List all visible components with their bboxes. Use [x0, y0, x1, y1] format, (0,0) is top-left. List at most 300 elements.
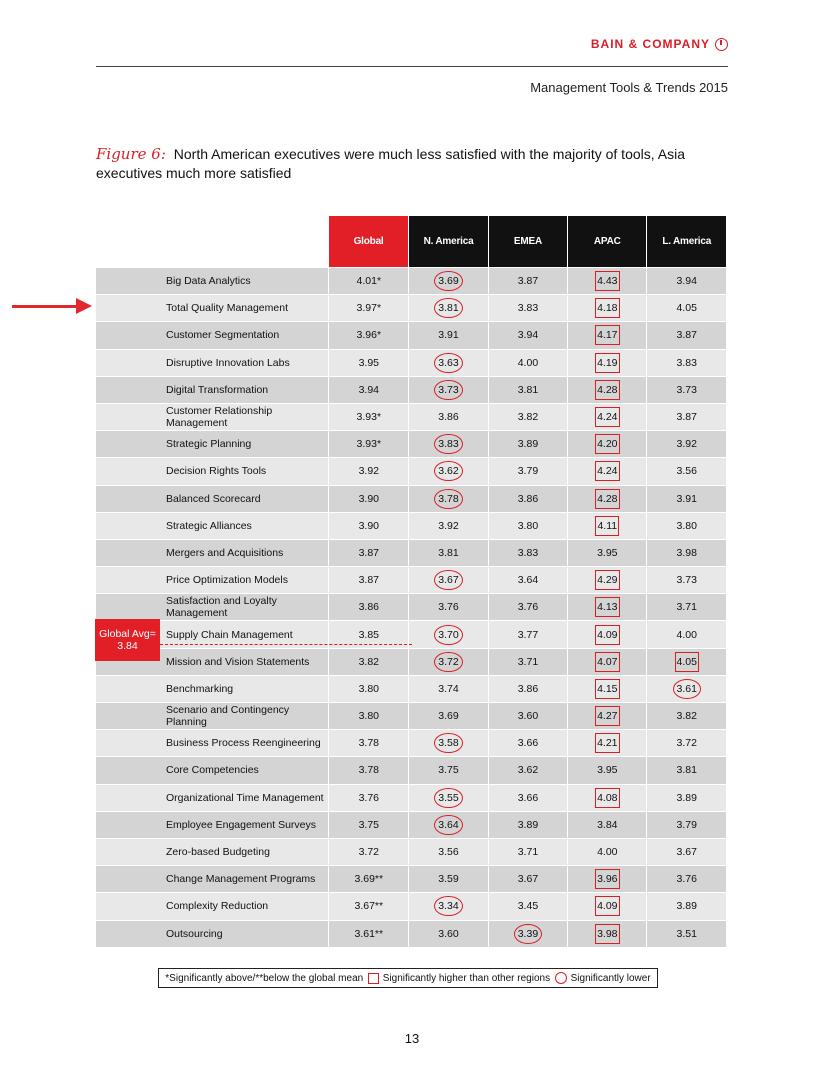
- value-cell: [568, 675, 647, 702]
- value: 3.85: [358, 628, 380, 641]
- value: 3.98: [676, 546, 697, 559]
- value: 3.82: [358, 655, 380, 668]
- value-cell: [329, 485, 409, 512]
- value-cell: [488, 512, 567, 539]
- value: 3.66: [517, 791, 539, 804]
- value-cell: [568, 431, 647, 458]
- table-row: [96, 539, 726, 566]
- value-cell: [647, 811, 726, 838]
- value-cell: [568, 403, 647, 430]
- significantly-higher-value: 4.27: [595, 706, 619, 726]
- value-cell: [329, 675, 409, 702]
- value: 3.74: [438, 682, 459, 695]
- significantly-higher-value: 4.28: [595, 489, 619, 509]
- value: 4.00: [676, 628, 697, 641]
- value-cell: [409, 539, 488, 566]
- value: 3.69: [438, 710, 459, 723]
- value-cell: [568, 322, 647, 349]
- tool-name: Big Data Analytics: [96, 268, 329, 295]
- value-cell: [488, 485, 567, 512]
- significantly-higher-value: 4.24: [595, 461, 619, 481]
- value-cell: [647, 512, 726, 539]
- brand-logo: [591, 37, 728, 51]
- col-header-apac: APAC: [568, 216, 647, 268]
- value-cell: [647, 322, 726, 349]
- value-cell: [409, 703, 488, 730]
- value-cell: [647, 648, 726, 675]
- significantly-higher-value: 4.15: [595, 679, 619, 699]
- value-cell: [647, 539, 726, 566]
- value: 3.92: [438, 519, 459, 532]
- value: 3.80: [517, 519, 539, 532]
- value: 3.96*: [356, 329, 382, 342]
- value: 3.86: [517, 682, 539, 695]
- value-cell: [647, 268, 726, 295]
- value-cell: [647, 295, 726, 322]
- value: 3.94: [358, 383, 380, 396]
- value-cell: [488, 621, 567, 648]
- tool-name: Price Optimization Models: [96, 567, 329, 594]
- value-cell: [409, 648, 488, 675]
- value: 3.93*: [356, 438, 382, 451]
- value: 3.92: [358, 465, 380, 478]
- value: 3.75: [358, 818, 380, 831]
- value: 3.80: [358, 710, 380, 723]
- value-cell: [568, 567, 647, 594]
- tool-name: Organizational Time Management: [96, 784, 329, 811]
- value: 3.83: [517, 302, 539, 315]
- significantly-lower-value: 3.67: [434, 570, 462, 590]
- table-row: [96, 431, 726, 458]
- value-cell: [488, 539, 567, 566]
- legend-lower: [555, 972, 651, 984]
- value-cell: [647, 675, 726, 702]
- value-cell: [488, 403, 567, 430]
- value-cell: [409, 512, 488, 539]
- value-cell: [488, 295, 567, 322]
- significantly-higher-value: 4.28: [595, 380, 619, 400]
- value: 3.92: [676, 438, 697, 451]
- tool-name: Change Management Programs: [96, 866, 329, 893]
- global-avg-line: [160, 644, 412, 645]
- value-cell: [329, 458, 409, 485]
- value-cell: [488, 703, 567, 730]
- value: 3.67: [517, 873, 539, 886]
- value-cell: [409, 811, 488, 838]
- value-cell: [409, 458, 488, 485]
- value-cell: [409, 295, 488, 322]
- value-cell: [647, 920, 726, 947]
- value-cell: [409, 920, 488, 947]
- value-cell: [488, 431, 567, 458]
- tool-name: Digital Transformation: [96, 376, 329, 403]
- value-cell: [568, 730, 647, 757]
- value: 3.59: [438, 873, 459, 886]
- significantly-lower-value: 3.72: [434, 652, 462, 672]
- figure-label: Figure 6:: [96, 145, 166, 163]
- value-cell: [647, 757, 726, 784]
- value: 3.78: [358, 737, 380, 750]
- col-header-l-america: L. America: [647, 216, 726, 268]
- value-cell: [647, 376, 726, 403]
- col-header-emea: EMEA: [488, 216, 567, 268]
- value-cell: [568, 920, 647, 947]
- value: 3.77: [517, 628, 539, 641]
- value-cell: [647, 458, 726, 485]
- value-cell: [329, 838, 409, 865]
- value: 3.62: [517, 764, 539, 777]
- figure-caption-text: North American executives were much less satisfied with the majority of tools, Asia executives much more satisfied: [96, 146, 685, 181]
- value-cell: [329, 567, 409, 594]
- table-header-row: [96, 216, 726, 268]
- significantly-higher-value: 4.18: [595, 298, 619, 318]
- tool-name: Business Process Reengineering: [96, 730, 329, 757]
- table-row: [96, 811, 726, 838]
- value-cell: [488, 838, 567, 865]
- tool-name: Total Quality Management: [96, 295, 329, 322]
- value-cell: [409, 376, 488, 403]
- value-cell: [568, 757, 647, 784]
- significantly-higher-value: 4.08: [595, 788, 619, 808]
- tool-name: Customer Segmentation: [96, 322, 329, 349]
- value-cell: [329, 784, 409, 811]
- value-cell: [568, 866, 647, 893]
- value-cell: [488, 567, 567, 594]
- value: 3.51: [676, 927, 697, 940]
- value-cell: [647, 349, 726, 376]
- value-cell: [568, 811, 647, 838]
- significantly-lower-value: 3.83: [434, 434, 462, 454]
- table-row: [96, 866, 726, 893]
- value-cell: [488, 866, 567, 893]
- value-cell: [568, 648, 647, 675]
- value-cell: [488, 458, 567, 485]
- value: 4.05: [676, 302, 697, 315]
- tool-name: Strategic Alliances: [96, 512, 329, 539]
- tool-name: Zero-based Budgeting: [96, 838, 329, 865]
- value-cell: [647, 838, 726, 865]
- value: 3.75: [438, 764, 459, 777]
- value: 3.56: [676, 465, 697, 478]
- value: 3.61**: [354, 927, 384, 940]
- value-cell: [568, 268, 647, 295]
- significantly-lower-value: 3.34: [434, 896, 462, 916]
- legend-higher-text: Significantly higher than other regions: [382, 972, 551, 984]
- significantly-higher-value: 4.20: [595, 434, 619, 454]
- value: 3.83: [676, 356, 697, 369]
- value-cell: [488, 376, 567, 403]
- value: 3.76: [438, 601, 459, 614]
- table-row: [96, 838, 726, 865]
- value-cell: [329, 893, 409, 920]
- value: 3.69**: [354, 873, 384, 886]
- value-cell: [329, 811, 409, 838]
- table-row: [96, 784, 726, 811]
- table-row: [96, 920, 726, 947]
- value-cell: [409, 893, 488, 920]
- value-cell: [409, 431, 488, 458]
- tool-name: Satisfaction and Loyalty Management: [96, 594, 329, 621]
- value: 3.81: [676, 764, 697, 777]
- value: 3.89: [517, 438, 539, 451]
- value: 3.82: [676, 710, 697, 723]
- table-row: [96, 675, 726, 702]
- value-cell: [647, 485, 726, 512]
- legend-higher: [368, 973, 550, 984]
- global-avg-label: Global Avg=: [99, 628, 156, 640]
- value: 3.56: [438, 846, 459, 859]
- value: 3.45: [517, 900, 539, 913]
- table-row: [96, 403, 726, 430]
- value-cell: [329, 648, 409, 675]
- value-cell: [409, 567, 488, 594]
- value-cell: [568, 539, 647, 566]
- value-cell: [409, 866, 488, 893]
- significantly-higher-value: 4.05: [675, 652, 699, 672]
- tool-name: Employee Engagement Surveys: [96, 811, 329, 838]
- tool-name: Supply Chain Management: [96, 621, 329, 648]
- significantly-lower-value: 3.39: [514, 924, 542, 944]
- value: 3.89: [676, 900, 697, 913]
- table-row: [96, 268, 726, 295]
- value-cell: [329, 512, 409, 539]
- significantly-higher-value: 4.09: [595, 625, 619, 645]
- value-cell: [647, 567, 726, 594]
- value: 4.00: [517, 356, 539, 369]
- tool-name: Balanced Scorecard: [96, 485, 329, 512]
- value: 3.81: [438, 546, 459, 559]
- global-avg-value: 3.84: [117, 640, 138, 652]
- value: 3.80: [358, 682, 380, 695]
- value-cell: [488, 920, 567, 947]
- tool-name: Outsourcing: [96, 920, 329, 947]
- value-cell: [647, 403, 726, 430]
- significantly-lower-value: 3.73: [434, 380, 462, 400]
- value-cell: [329, 757, 409, 784]
- value-cell: [488, 349, 567, 376]
- brand-name: BAIN & COMPANY: [590, 37, 710, 51]
- significantly-lower-value: 3.70: [434, 625, 462, 645]
- table-row: [96, 730, 726, 757]
- value: 4.00: [597, 846, 618, 859]
- significantly-lower-value: 3.78: [434, 489, 462, 509]
- header-divider: [96, 66, 728, 67]
- tool-name: Customer Relationship Management: [96, 403, 329, 430]
- value-cell: [647, 621, 726, 648]
- value: 3.94: [676, 275, 697, 288]
- value-cell: [647, 866, 726, 893]
- value: 3.76: [676, 873, 697, 886]
- significantly-higher-value: 4.07: [595, 652, 619, 672]
- value: 3.67: [676, 846, 697, 859]
- value-cell: [409, 675, 488, 702]
- value-cell: [647, 703, 726, 730]
- tool-name: Decision Rights Tools: [96, 458, 329, 485]
- value-cell: [488, 675, 567, 702]
- value-cell: [568, 594, 647, 621]
- significantly-lower-value: 3.64: [434, 815, 462, 835]
- table-row: [96, 512, 726, 539]
- value-cell: [329, 431, 409, 458]
- value-cell: [488, 757, 567, 784]
- value: 3.97*: [356, 302, 382, 315]
- legend-lower-text: Significantly lower: [570, 972, 651, 984]
- value: 3.91: [438, 329, 459, 342]
- value: 3.76: [517, 601, 539, 614]
- value: 3.84: [597, 818, 618, 831]
- tool-name: Mission and Vision Statements: [96, 648, 329, 675]
- value: 3.89: [676, 791, 697, 804]
- value-cell: [409, 621, 488, 648]
- value-cell: [488, 594, 567, 621]
- value: 3.95: [358, 356, 380, 369]
- value-cell: [568, 893, 647, 920]
- value-cell: [568, 458, 647, 485]
- value-cell: [329, 376, 409, 403]
- significantly-higher-value: 4.43: [595, 271, 619, 291]
- value-cell: [488, 811, 567, 838]
- value-cell: [647, 893, 726, 920]
- value: 3.87: [358, 574, 380, 587]
- table-row: [96, 295, 726, 322]
- value-cell: [409, 784, 488, 811]
- tool-name: Scenario and Contingency Planning: [96, 703, 329, 730]
- value-cell: [488, 322, 567, 349]
- value-cell: [329, 920, 409, 947]
- value: 3.91: [676, 492, 697, 505]
- value: 3.94: [517, 329, 539, 342]
- significantly-lower-value: 3.69: [434, 271, 462, 291]
- table-row: [96, 567, 726, 594]
- table-row: [96, 322, 726, 349]
- table-row: [96, 376, 726, 403]
- value: 3.72: [358, 846, 380, 859]
- col-header-n-america: N. America: [409, 216, 488, 268]
- value: 3.76: [358, 791, 380, 804]
- value-cell: [409, 403, 488, 430]
- value: 3.60: [517, 710, 539, 723]
- value-cell: [488, 893, 567, 920]
- value: 3.81: [517, 383, 539, 396]
- value: 3.60: [438, 927, 459, 940]
- significantly-lower-value: 3.61: [673, 679, 701, 699]
- value: 3.82: [517, 411, 539, 424]
- significantly-higher-value: 4.17: [595, 325, 619, 345]
- value-cell: [329, 866, 409, 893]
- tool-name: Core Competencies: [96, 757, 329, 784]
- significantly-lower-value: 3.63: [434, 353, 462, 373]
- significantly-higher-value: 4.11: [595, 516, 619, 536]
- value-cell: [568, 512, 647, 539]
- tool-name: Mergers and Acquisitions: [96, 539, 329, 566]
- value: 3.87: [517, 275, 539, 288]
- significantly-higher-value: 4.19: [595, 353, 619, 373]
- tool-name: Disruptive Innovation Labs: [96, 349, 329, 376]
- value: 3.90: [358, 492, 380, 505]
- value-cell: [647, 730, 726, 757]
- value: 3.90: [358, 519, 380, 532]
- value: 3.95: [597, 546, 618, 559]
- value-cell: [488, 648, 567, 675]
- table-row: [96, 349, 726, 376]
- value-cell: [568, 784, 647, 811]
- value-cell: [568, 485, 647, 512]
- value: 3.71: [517, 846, 539, 859]
- value-cell: [568, 621, 647, 648]
- value: 3.72: [676, 737, 697, 750]
- value: 3.87: [676, 329, 697, 342]
- value: 3.83: [517, 546, 539, 559]
- significantly-lower-value: 3.81: [434, 298, 462, 318]
- value: 3.71: [517, 655, 539, 668]
- figure-caption: [96, 145, 736, 183]
- global-avg-badge: [95, 619, 160, 661]
- value-cell: [488, 784, 567, 811]
- value-cell: [568, 703, 647, 730]
- value-cell: [329, 539, 409, 566]
- col-header-global: Global: [329, 216, 409, 268]
- circle-icon: [555, 972, 567, 984]
- value-cell: [409, 594, 488, 621]
- value: 3.73: [676, 574, 697, 587]
- value: 3.95: [597, 764, 618, 777]
- table-row: [96, 648, 726, 675]
- value-cell: [647, 431, 726, 458]
- legend: [158, 968, 658, 988]
- value-cell: [409, 838, 488, 865]
- significantly-higher-value: 3.98: [595, 924, 619, 944]
- satisfaction-table: [96, 216, 726, 947]
- value-cell: [329, 295, 409, 322]
- value-cell: [409, 485, 488, 512]
- value-cell: [329, 594, 409, 621]
- value: 3.89: [517, 818, 539, 831]
- square-icon: [368, 973, 379, 984]
- bain-circle-icon: [715, 38, 728, 51]
- tool-name: Benchmarking: [96, 675, 329, 702]
- value-cell: [568, 376, 647, 403]
- value: 3.66: [517, 737, 539, 750]
- value: 3.67**: [354, 900, 384, 913]
- value-cell: [488, 730, 567, 757]
- value: 3.87: [676, 411, 697, 424]
- significantly-lower-value: 3.62: [434, 461, 462, 481]
- value-cell: [647, 784, 726, 811]
- table-row: [96, 893, 726, 920]
- value: 3.86: [358, 601, 380, 614]
- table-row: [96, 703, 726, 730]
- value-cell: [647, 594, 726, 621]
- tool-name: Complexity Reduction: [96, 893, 329, 920]
- value-cell: [329, 403, 409, 430]
- value: 4.01*: [356, 275, 382, 288]
- value: 3.73: [676, 383, 697, 396]
- header-blank: [96, 216, 329, 268]
- value: 3.71: [676, 601, 697, 614]
- significantly-higher-value: 3.96: [595, 869, 619, 889]
- value-cell: [409, 757, 488, 784]
- significantly-higher-value: 4.21: [595, 733, 619, 753]
- significantly-higher-value: 4.29: [595, 570, 619, 590]
- table-row: [96, 485, 726, 512]
- value-cell: [329, 322, 409, 349]
- significantly-higher-value: 4.24: [595, 407, 619, 427]
- value-cell: [409, 322, 488, 349]
- value: 3.79: [517, 465, 539, 478]
- doc-title: Management Tools & Trends 2015: [530, 80, 728, 95]
- value: 3.78: [358, 764, 380, 777]
- value: 3.80: [676, 519, 697, 532]
